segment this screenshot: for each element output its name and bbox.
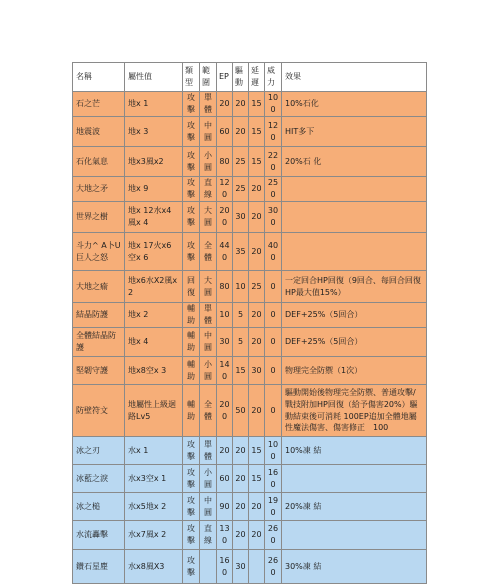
col-effect-header: 效果 — [282, 63, 427, 92]
ep-cost: 200 — [217, 202, 233, 233]
power: 220 — [265, 147, 282, 177]
delay: 20 — [249, 177, 265, 202]
element-requirement: 水x5地x 2 — [125, 493, 183, 521]
art-name: 防壁符文 — [73, 385, 125, 437]
art-name: 全體結晶防護 — [73, 328, 125, 357]
ep-cost: 120 — [217, 177, 233, 202]
effect — [282, 233, 427, 271]
art-type: 攻擊 — [183, 177, 200, 202]
power: 0 — [265, 357, 282, 385]
art-name: 地震波 — [73, 117, 125, 147]
power: 300 — [265, 202, 282, 233]
power: 120 — [265, 117, 282, 147]
col-range-header: 範圍 — [200, 63, 217, 92]
table-row — [73, 177, 427, 202]
table-row — [73, 92, 427, 117]
art-range: 直線 — [200, 177, 217, 202]
power: 190 — [265, 493, 282, 521]
ep-cost: 140 — [217, 357, 233, 385]
effect: 20%石 化 — [282, 147, 427, 177]
art-range: 單體 — [200, 303, 217, 328]
drive-time: 30 — [233, 202, 249, 233]
ep-cost: 80 — [217, 147, 233, 177]
element-requirement: 水x8風X3 — [125, 550, 183, 584]
delay: 25 — [249, 271, 265, 303]
ep-cost: 60 — [217, 465, 233, 493]
delay: 20 — [249, 328, 265, 357]
art-type: 輔助 — [183, 303, 200, 328]
art-name: 大地之瘉 — [73, 271, 125, 303]
element-requirement: 地x 12水x4風x 4 — [125, 202, 183, 233]
art-range: 中圓 — [200, 493, 217, 521]
table-row — [73, 385, 427, 437]
art-type: 輔助 — [183, 357, 200, 385]
table-row — [73, 437, 427, 465]
art-name: 鑽石星塵 — [73, 550, 125, 584]
delay: 15 — [249, 147, 265, 177]
element-requirement: 地x 9 — [125, 177, 183, 202]
ep-cost: 440 — [217, 233, 233, 271]
power: 0 — [265, 328, 282, 357]
drive-time: 25 — [233, 177, 249, 202]
table-row — [73, 271, 427, 303]
effect: 驅動開始後物理完全防禦、普通攻擊/戰技附加HP回復（給予傷害20%）驅動結束後可消耗 100EP追加全體地屬性魔法傷害、傷害修正 100 — [282, 385, 427, 437]
drive-time: 10 — [233, 271, 249, 303]
ep-cost: 90 — [217, 493, 233, 521]
element-requirement: 地屬性上級迴路Lv5 — [125, 385, 183, 437]
element-requirement: 地x 17火x6空x 6 — [125, 233, 183, 271]
art-type: 輔助 — [183, 328, 200, 357]
effect — [282, 521, 427, 550]
element-requirement: 水x 1 — [125, 437, 183, 465]
art-name: 水流轟擊 — [73, 521, 125, 550]
drive-time: 25 — [233, 147, 249, 177]
table-row — [73, 117, 427, 147]
element-requirement: 地x 1 — [125, 92, 183, 117]
art-name: 堅韌守護 — [73, 357, 125, 385]
ep-cost: 80 — [217, 271, 233, 303]
art-type: 攻擊 — [183, 465, 200, 493]
drive-time: 20 — [233, 117, 249, 147]
art-range: 全體 — [200, 385, 217, 437]
art-range: 單體 — [200, 92, 217, 117]
col-ep-header: EP — [217, 63, 233, 92]
art-range: 大圓 — [200, 202, 217, 233]
delay: 15 — [249, 92, 265, 117]
art-type: 攻擊 — [183, 147, 200, 177]
element-requirement: 地x 2 — [125, 303, 183, 328]
col-delay-header: 延遲 — [249, 63, 265, 92]
ep-cost: 200 — [217, 385, 233, 437]
ep-cost: 20 — [217, 92, 233, 117]
table-row — [73, 202, 427, 233]
power: 260 — [265, 521, 282, 550]
power: 0 — [265, 271, 282, 303]
art-type: 攻擊 — [183, 493, 200, 521]
element-requirement: 地x8空x 3 — [125, 357, 183, 385]
element-requirement: 水x7風x 2 — [125, 521, 183, 550]
table-row — [73, 493, 427, 521]
art-type: 攻擊 — [183, 202, 200, 233]
art-type: 回復 — [183, 271, 200, 303]
effect: DEF+25%（5回合） — [282, 328, 427, 357]
art-type: 攻擊 — [183, 92, 200, 117]
effect: 10%石化 — [282, 92, 427, 117]
art-range: 中圓 — [200, 117, 217, 147]
art-name: 結晶防護 — [73, 303, 125, 328]
drive-time: 20 — [233, 521, 249, 550]
table-row — [73, 550, 427, 584]
col-element-header: 屬性值 — [125, 63, 183, 92]
drive-time: 20 — [233, 92, 249, 117]
col-type-header: 類型 — [183, 63, 200, 92]
drive-time: 50 — [233, 385, 249, 437]
element-requirement: 水x3空x 1 — [125, 465, 183, 493]
table-row — [73, 521, 427, 550]
table-row — [73, 303, 427, 328]
element-requirement: 地x 4 — [125, 328, 183, 357]
art-type: 攻擊 — [183, 117, 200, 147]
art-range: 小圓 — [200, 465, 217, 493]
delay: 20 — [249, 385, 265, 437]
power: 100 — [265, 92, 282, 117]
effect: DEF+25%（5回合） — [282, 303, 427, 328]
ep-cost: 60 — [217, 117, 233, 147]
art-type: 輔助 — [183, 385, 200, 437]
delay: 20 — [249, 202, 265, 233]
arts-table — [72, 62, 427, 584]
ep-cost: 130 — [217, 521, 233, 550]
art-range: 小圓 — [200, 357, 217, 385]
effect: 物理完全防禦（1次） — [282, 357, 427, 385]
delay: 20 — [249, 493, 265, 521]
art-range: 大圓 — [200, 271, 217, 303]
drive-time: 5 — [233, 328, 249, 357]
header-row — [73, 63, 427, 92]
effect: 30%凍 結 — [282, 550, 427, 584]
art-range: 中圓 — [200, 328, 217, 357]
effect — [282, 177, 427, 202]
art-range: 全體 — [200, 233, 217, 271]
element-requirement: 地x 3 — [125, 117, 183, 147]
art-name: 大地之矛 — [73, 177, 125, 202]
delay: 15 — [249, 117, 265, 147]
drive-time: 5 — [233, 303, 249, 328]
art-type: 攻擊 — [183, 550, 200, 584]
art-name: 石化氣息 — [73, 147, 125, 177]
table-row — [73, 233, 427, 271]
delay: 30 — [249, 357, 265, 385]
element-requirement: 地x3風x2 — [125, 147, 183, 177]
power: 250 — [265, 177, 282, 202]
art-name: 冰之刃 — [73, 437, 125, 465]
ep-cost: 160 — [217, 550, 233, 584]
art-type: 攻擊 — [183, 521, 200, 550]
art-name: 冰之槌 — [73, 493, 125, 521]
delay: 20 — [249, 303, 265, 328]
effect — [282, 202, 427, 233]
table-row — [73, 465, 427, 493]
power: 0 — [265, 385, 282, 437]
delay — [249, 550, 265, 584]
art-name: 冰藍之淚 — [73, 465, 125, 493]
power: 400 — [265, 233, 282, 271]
drive-time: 20 — [233, 465, 249, 493]
drive-time: 35 — [233, 233, 249, 271]
power: 160 — [265, 465, 282, 493]
art-name: 斗力^ A卜U巨人之怒 — [73, 233, 125, 271]
effect: 20%凍 結 — [282, 493, 427, 521]
ep-cost: 10 — [217, 303, 233, 328]
power: 100 — [265, 437, 282, 465]
effect: 10%凍 結 — [282, 437, 427, 465]
effect: HIT多下 — [282, 117, 427, 147]
ep-cost: 30 — [217, 328, 233, 357]
effect — [282, 465, 427, 493]
art-range: 小圓 — [200, 147, 217, 177]
table-row — [73, 328, 427, 357]
element-requirement: 地x6水X2風x 2 — [125, 271, 183, 303]
col-drive-header: 驅動 — [233, 63, 249, 92]
drive-time: 20 — [233, 437, 249, 465]
drive-time: 30 — [233, 550, 249, 584]
drive-time: 20 — [233, 493, 249, 521]
art-type: 攻擊 — [183, 233, 200, 271]
art-range: 直線 — [200, 521, 217, 550]
ep-cost: 20 — [217, 437, 233, 465]
delay: 20 — [249, 233, 265, 271]
col-name-header: 名稱 — [73, 63, 125, 92]
delay: 15 — [249, 437, 265, 465]
power: 0 — [265, 303, 282, 328]
art-name: 世界之樹 — [73, 202, 125, 233]
drive-time: 15 — [233, 357, 249, 385]
col-power-header: 威力 — [265, 63, 282, 92]
power: 260 — [265, 550, 282, 584]
table-row — [73, 147, 427, 177]
delay: 20 — [249, 521, 265, 550]
table-row — [73, 357, 427, 385]
art-range: 單體 — [200, 437, 217, 465]
art-name: 石之芒 — [73, 92, 125, 117]
effect: 一定回合HP回復（9回合、每回合回復HP最大值15%） — [282, 271, 427, 303]
art-range — [200, 550, 217, 584]
delay: 15 — [249, 465, 265, 493]
art-type: 攻擊 — [183, 437, 200, 465]
